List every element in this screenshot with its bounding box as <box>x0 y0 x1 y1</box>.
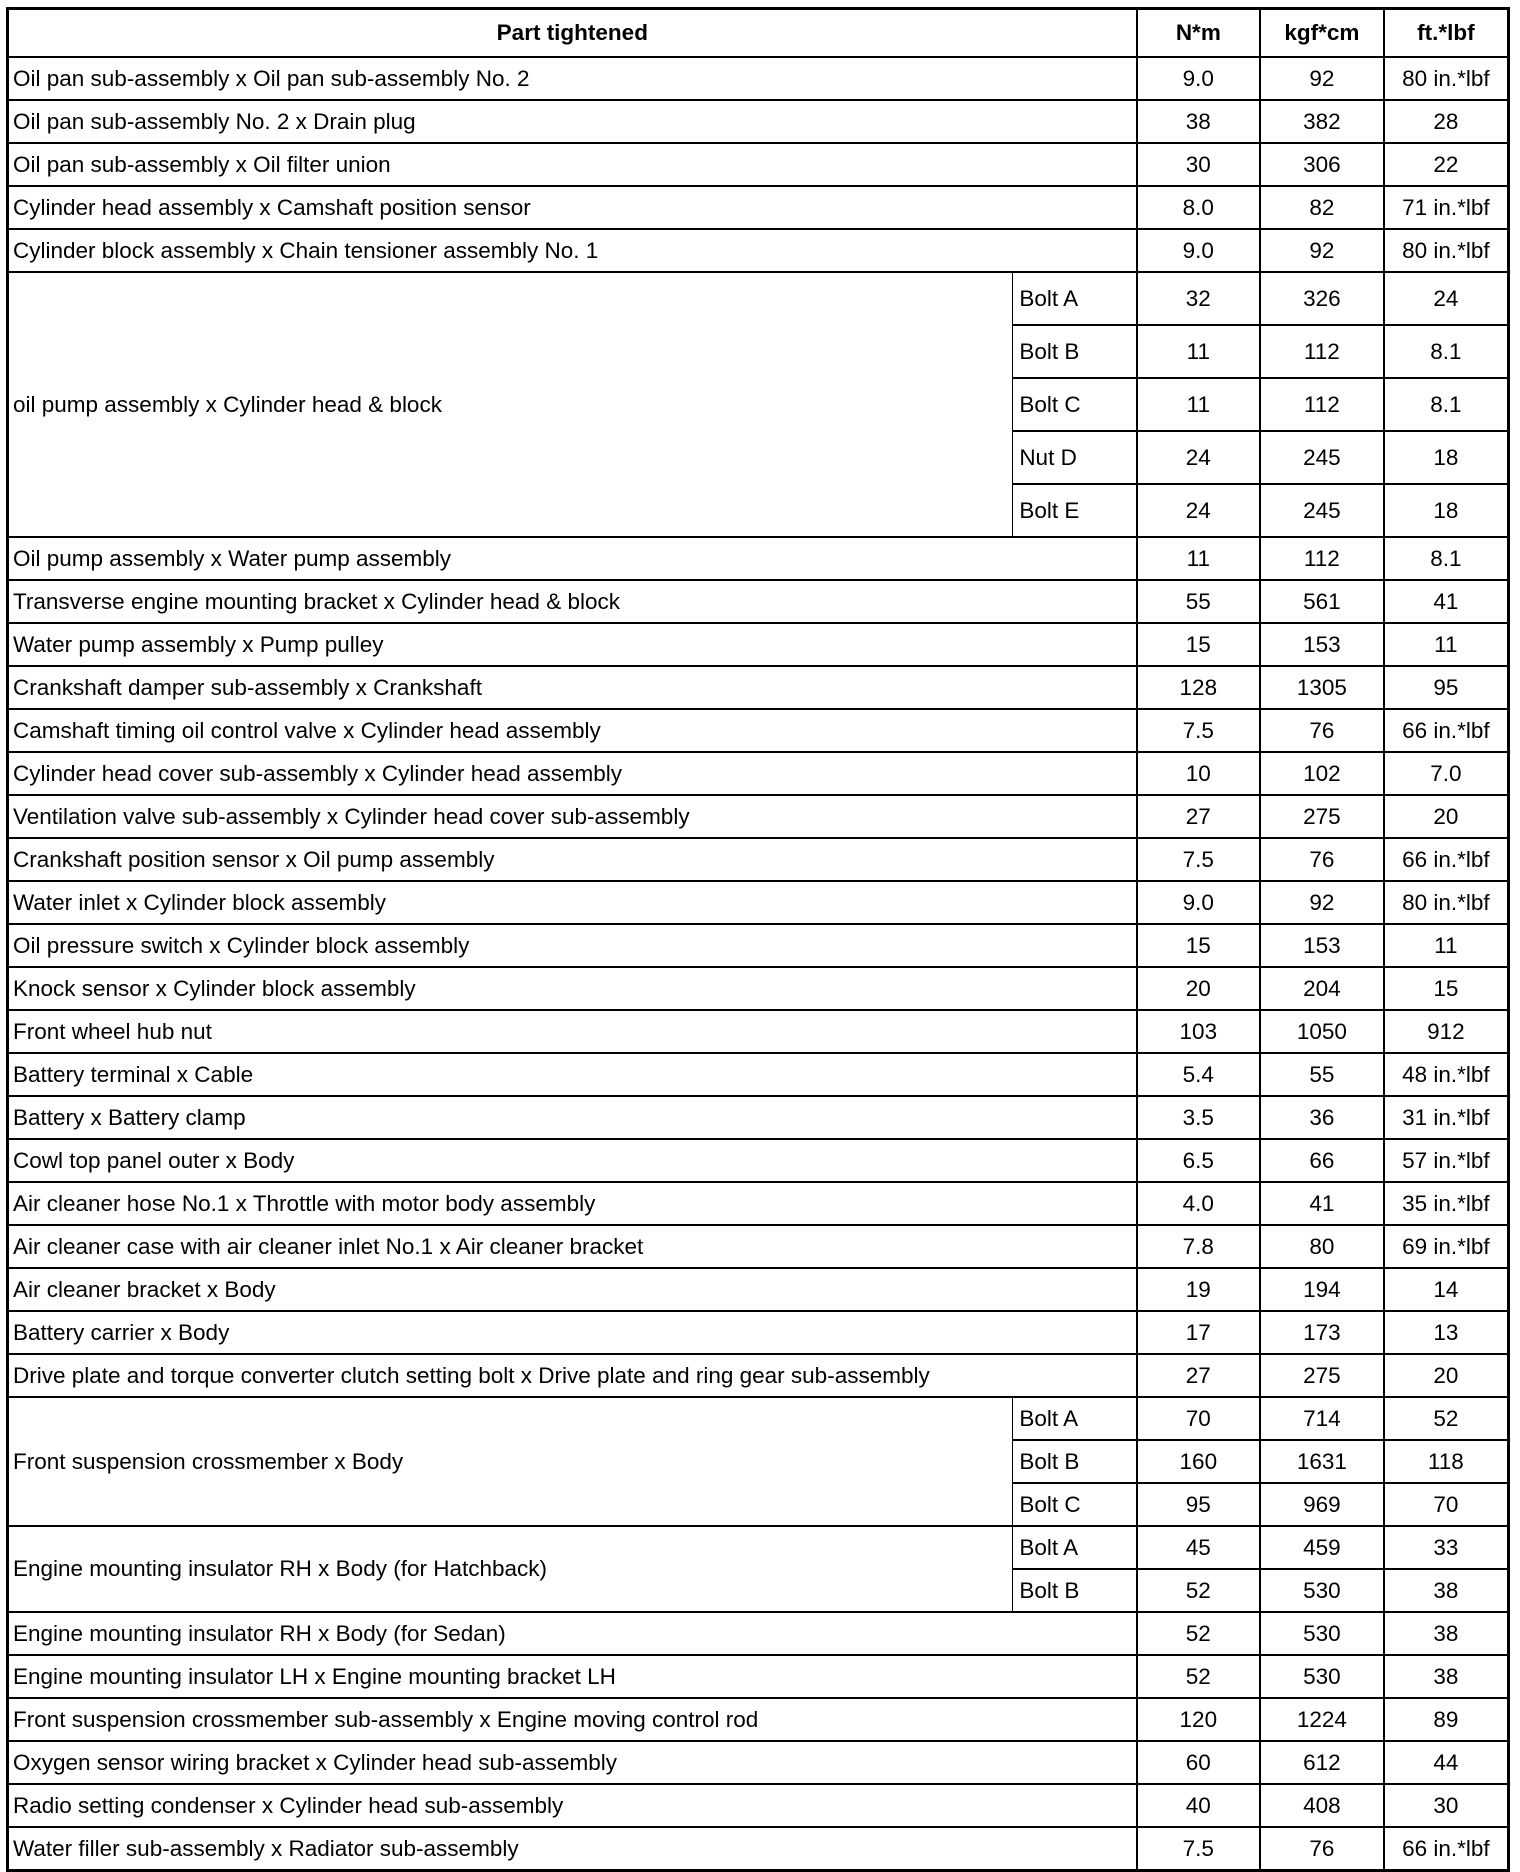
torque-ft-lbf: 22 <box>1384 143 1509 186</box>
table-row <box>8 57 1509 100</box>
header-part: Part tightened <box>8 9 1137 58</box>
torque-kgf-cm: 102 <box>1260 752 1384 795</box>
torque-nm: 15 <box>1137 924 1260 967</box>
part-name: Oil pan sub-assembly x Oil filter union <box>8 143 1137 186</box>
torque-kgf-cm: 92 <box>1260 57 1384 100</box>
part-name: Water inlet x Cylinder block assembly <box>8 881 1137 924</box>
torque-ft-lbf: 35 in.*lbf <box>1384 1182 1509 1225</box>
torque-ft-lbf: 38 <box>1384 1612 1509 1655</box>
table-row <box>8 1139 1509 1182</box>
torque-ft-lbf: 80 in.*lbf <box>1384 57 1509 100</box>
fastener-label: Bolt A <box>1013 1526 1137 1569</box>
part-name: Oil pressure switch x Cylinder block assembly <box>8 924 1137 967</box>
torque-kgf-cm: 92 <box>1260 229 1384 272</box>
torque-nm: 19 <box>1137 1268 1260 1311</box>
fastener-label: Bolt A <box>1013 272 1137 325</box>
torque-ft-lbf: 8.1 <box>1384 325 1509 378</box>
torque-kgf-cm: 1631 <box>1260 1440 1384 1483</box>
torque-ft-lbf: 89 <box>1384 1698 1509 1741</box>
torque-nm: 103 <box>1137 1010 1260 1053</box>
torque-ft-lbf: 80 in.*lbf <box>1384 881 1509 924</box>
table-row <box>8 186 1509 229</box>
torque-kgf-cm: 80 <box>1260 1225 1384 1268</box>
torque-nm: 9.0 <box>1137 229 1260 272</box>
torque-kgf-cm: 82 <box>1260 186 1384 229</box>
torque-nm: 95 <box>1137 1483 1260 1526</box>
table-row <box>8 143 1509 186</box>
torque-kgf-cm: 1224 <box>1260 1698 1384 1741</box>
torque-ft-lbf: 66 in.*lbf <box>1384 838 1509 881</box>
table-row <box>8 1397 1509 1440</box>
torque-ft-lbf: 41 <box>1384 580 1509 623</box>
fastener-label: Bolt C <box>1013 378 1137 431</box>
header-ft: ft.*lbf <box>1384 9 1509 58</box>
torque-nm: 55 <box>1137 580 1260 623</box>
torque-ft-lbf: 70 <box>1384 1483 1509 1526</box>
table-row <box>8 580 1509 623</box>
torque-ft-lbf: 38 <box>1384 1655 1509 1698</box>
part-name: Battery carrier x Body <box>8 1311 1137 1354</box>
fastener-label: Nut D <box>1013 431 1137 484</box>
part-name: Front suspension crossmember sub-assembly x Engine moving control rod <box>8 1698 1137 1741</box>
torque-nm: 20 <box>1137 967 1260 1010</box>
table-row <box>8 229 1509 272</box>
torque-nm: 27 <box>1137 1354 1260 1397</box>
part-name: Engine mounting insulator RH x Body (for Hatchback) <box>8 1526 1013 1612</box>
part-name: Oxygen sensor wiring bracket x Cylinder head sub-assembly <box>8 1741 1137 1784</box>
torque-kgf-cm: 306 <box>1260 143 1384 186</box>
table-row <box>8 100 1509 143</box>
part-name: Transverse engine mounting bracket x Cylinder head & block <box>8 580 1137 623</box>
torque-kgf-cm: 112 <box>1260 325 1384 378</box>
table-row <box>8 1741 1509 1784</box>
header-nm: N*m <box>1137 9 1260 58</box>
torque-kgf-cm: 153 <box>1260 623 1384 666</box>
torque-ft-lbf: 52 <box>1384 1397 1509 1440</box>
torque-ft-lbf: 38 <box>1384 1569 1509 1612</box>
table-row <box>8 1612 1509 1655</box>
torque-ft-lbf: 31 in.*lbf <box>1384 1096 1509 1139</box>
table-row <box>8 1096 1509 1139</box>
torque-ft-lbf: 30 <box>1384 1784 1509 1827</box>
torque-kgf-cm: 714 <box>1260 1397 1384 1440</box>
torque-kgf-cm: 530 <box>1260 1612 1384 1655</box>
part-name: Front wheel hub nut <box>8 1010 1137 1053</box>
part-name: Crankshaft position sensor x Oil pump assembly <box>8 838 1137 881</box>
torque-ft-lbf: 69 in.*lbf <box>1384 1225 1509 1268</box>
torque-ft-lbf: 20 <box>1384 795 1509 838</box>
torque-nm: 15 <box>1137 623 1260 666</box>
table-row <box>8 666 1509 709</box>
torque-ft-lbf: 118 <box>1384 1440 1509 1483</box>
torque-nm: 5.4 <box>1137 1053 1260 1096</box>
torque-ft-lbf: 8.1 <box>1384 378 1509 431</box>
torque-ft-lbf: 57 in.*lbf <box>1384 1139 1509 1182</box>
torque-ft-lbf: 24 <box>1384 272 1509 325</box>
torque-nm: 7.5 <box>1137 838 1260 881</box>
torque-nm: 7.8 <box>1137 1225 1260 1268</box>
torque-kgf-cm: 382 <box>1260 100 1384 143</box>
part-name: Oil pan sub-assembly x Oil pan sub-assembly No. 2 <box>8 57 1137 100</box>
table-row <box>8 272 1509 325</box>
fastener-label: Bolt B <box>1013 1440 1137 1483</box>
table-row <box>8 1311 1509 1354</box>
table-row <box>8 1182 1509 1225</box>
torque-nm: 160 <box>1137 1440 1260 1483</box>
part-name: Air cleaner case with air cleaner inlet No.1 x Air cleaner bracket <box>8 1225 1137 1268</box>
fastener-label: Bolt E <box>1013 484 1137 537</box>
part-name: Cylinder block assembly x Chain tensioner assembly No. 1 <box>8 229 1137 272</box>
torque-kgf-cm: 408 <box>1260 1784 1384 1827</box>
table-row <box>8 1053 1509 1096</box>
table-row <box>8 752 1509 795</box>
torque-nm: 70 <box>1137 1397 1260 1440</box>
fastener-label: Bolt A <box>1013 1397 1137 1440</box>
torque-nm: 60 <box>1137 1741 1260 1784</box>
table-row <box>8 1784 1509 1827</box>
torque-kgf-cm: 204 <box>1260 967 1384 1010</box>
fastener-label: Bolt B <box>1013 1569 1137 1612</box>
torque-kgf-cm: 173 <box>1260 1311 1384 1354</box>
part-name: Front suspension crossmember x Body <box>8 1397 1013 1526</box>
table-row <box>8 1698 1509 1741</box>
fastener-label: Bolt C <box>1013 1483 1137 1526</box>
torque-ft-lbf: 66 in.*lbf <box>1384 709 1509 752</box>
part-name: Knock sensor x Cylinder block assembly <box>8 967 1137 1010</box>
torque-kgf-cm: 530 <box>1260 1655 1384 1698</box>
torque-ft-lbf: 80 in.*lbf <box>1384 229 1509 272</box>
table-row <box>8 838 1509 881</box>
torque-ft-lbf: 7.0 <box>1384 752 1509 795</box>
table-row <box>8 1354 1509 1397</box>
torque-kgf-cm: 1050 <box>1260 1010 1384 1053</box>
torque-nm: 7.5 <box>1137 709 1260 752</box>
part-name: Water filler sub-assembly x Radiator sub-assembly <box>8 1827 1137 1871</box>
torque-ft-lbf: 71 in.*lbf <box>1384 186 1509 229</box>
torque-nm: 52 <box>1137 1655 1260 1698</box>
torque-ft-lbf: 11 <box>1384 623 1509 666</box>
torque-kgf-cm: 530 <box>1260 1569 1384 1612</box>
torque-nm: 45 <box>1137 1526 1260 1569</box>
part-name: Air cleaner bracket x Body <box>8 1268 1137 1311</box>
part-name: Engine mounting insulator RH x Body (for Sedan) <box>8 1612 1137 1655</box>
table-row <box>8 1010 1509 1053</box>
part-name: oil pump assembly x Cylinder head & block <box>8 272 1013 537</box>
part-name: Engine mounting insulator LH x Engine mounting bracket LH <box>8 1655 1137 1698</box>
torque-ft-lbf: 13 <box>1384 1311 1509 1354</box>
table-row <box>8 1268 1509 1311</box>
torque-nm: 24 <box>1137 431 1260 484</box>
torque-nm: 38 <box>1137 100 1260 143</box>
torque-nm: 30 <box>1137 143 1260 186</box>
torque-kgf-cm: 326 <box>1260 272 1384 325</box>
part-name: Radio setting condenser x Cylinder head sub-assembly <box>8 1784 1137 1827</box>
torque-kgf-cm: 41 <box>1260 1182 1384 1225</box>
torque-nm: 52 <box>1137 1569 1260 1612</box>
torque-kgf-cm: 55 <box>1260 1053 1384 1096</box>
torque-ft-lbf: 11 <box>1384 924 1509 967</box>
torque-kgf-cm: 76 <box>1260 1827 1384 1871</box>
part-name: Oil pan sub-assembly No. 2 x Drain plug <box>8 100 1137 143</box>
table-row <box>8 795 1509 838</box>
torque-nm: 4.0 <box>1137 1182 1260 1225</box>
torque-ft-lbf: 95 <box>1384 666 1509 709</box>
table-row <box>8 1225 1509 1268</box>
torque-kgf-cm: 66 <box>1260 1139 1384 1182</box>
part-name: Battery x Battery clamp <box>8 1096 1137 1139</box>
part-name: Ventilation valve sub-assembly x Cylinder head cover sub-assembly <box>8 795 1137 838</box>
torque-ft-lbf: 33 <box>1384 1526 1509 1569</box>
table-row <box>8 709 1509 752</box>
table-row <box>8 967 1509 1010</box>
torque-spec-table <box>6 7 1510 1872</box>
torque-ft-lbf: 28 <box>1384 100 1509 143</box>
table-row <box>8 924 1509 967</box>
torque-kgf-cm: 92 <box>1260 881 1384 924</box>
torque-kgf-cm: 275 <box>1260 1354 1384 1397</box>
torque-kgf-cm: 153 <box>1260 924 1384 967</box>
torque-kgf-cm: 245 <box>1260 431 1384 484</box>
torque-nm: 17 <box>1137 1311 1260 1354</box>
torque-nm: 32 <box>1137 272 1260 325</box>
table-row <box>8 623 1509 666</box>
part-name: Camshaft timing oil control valve x Cylinder head assembly <box>8 709 1137 752</box>
torque-nm: 8.0 <box>1137 186 1260 229</box>
torque-nm: 24 <box>1137 484 1260 537</box>
torque-nm: 3.5 <box>1137 1096 1260 1139</box>
torque-kgf-cm: 245 <box>1260 484 1384 537</box>
header-row <box>8 9 1509 58</box>
table-row <box>8 1526 1509 1569</box>
torque-nm: 6.5 <box>1137 1139 1260 1182</box>
torque-ft-lbf: 66 in.*lbf <box>1384 1827 1509 1871</box>
torque-kgf-cm: 112 <box>1260 378 1384 431</box>
part-name: Drive plate and torque converter clutch setting bolt x Drive plate and ring gear sub-assembly <box>8 1354 1137 1397</box>
part-name: Cylinder head cover sub-assembly x Cylinder head assembly <box>8 752 1137 795</box>
torque-kgf-cm: 612 <box>1260 1741 1384 1784</box>
part-name: Water pump assembly x Pump pulley <box>8 623 1137 666</box>
torque-ft-lbf: 18 <box>1384 431 1509 484</box>
part-name: Air cleaner hose No.1 x Throttle with motor body assembly <box>8 1182 1137 1225</box>
torque-nm: 9.0 <box>1137 881 1260 924</box>
torque-nm: 7.5 <box>1137 1827 1260 1871</box>
torque-ft-lbf: 14 <box>1384 1268 1509 1311</box>
part-name: Cowl top panel outer x Body <box>8 1139 1137 1182</box>
torque-nm: 11 <box>1137 378 1260 431</box>
part-name: Oil pump assembly x Water pump assembly <box>8 537 1137 580</box>
table-row <box>8 1655 1509 1698</box>
torque-kgf-cm: 275 <box>1260 795 1384 838</box>
torque-kgf-cm: 112 <box>1260 537 1384 580</box>
torque-kgf-cm: 36 <box>1260 1096 1384 1139</box>
part-name: Crankshaft damper sub-assembly x Crankshaft <box>8 666 1137 709</box>
torque-ft-lbf: 18 <box>1384 484 1509 537</box>
torque-kgf-cm: 459 <box>1260 1526 1384 1569</box>
torque-nm: 40 <box>1137 1784 1260 1827</box>
fastener-label: Bolt B <box>1013 325 1137 378</box>
torque-ft-lbf: 15 <box>1384 967 1509 1010</box>
torque-nm: 27 <box>1137 795 1260 838</box>
torque-nm: 10 <box>1137 752 1260 795</box>
header-kgf: kgf*cm <box>1260 9 1384 58</box>
torque-kgf-cm: 76 <box>1260 838 1384 881</box>
part-name: Cylinder head assembly x Camshaft position sensor <box>8 186 1137 229</box>
torque-nm: 120 <box>1137 1698 1260 1741</box>
torque-nm: 11 <box>1137 537 1260 580</box>
torque-ft-lbf: 20 <box>1384 1354 1509 1397</box>
torque-ft-lbf: 912 <box>1384 1010 1509 1053</box>
torque-ft-lbf: 44 <box>1384 1741 1509 1784</box>
table-row <box>8 1827 1509 1871</box>
torque-nm: 128 <box>1137 666 1260 709</box>
torque-kgf-cm: 969 <box>1260 1483 1384 1526</box>
torque-ft-lbf: 8.1 <box>1384 537 1509 580</box>
torque-nm: 52 <box>1137 1612 1260 1655</box>
table-row <box>8 881 1509 924</box>
torque-kgf-cm: 561 <box>1260 580 1384 623</box>
torque-kgf-cm: 194 <box>1260 1268 1384 1311</box>
torque-ft-lbf: 48 in.*lbf <box>1384 1053 1509 1096</box>
torque-nm: 9.0 <box>1137 57 1260 100</box>
torque-kgf-cm: 76 <box>1260 709 1384 752</box>
table-row <box>8 537 1509 580</box>
torque-kgf-cm: 1305 <box>1260 666 1384 709</box>
torque-nm: 11 <box>1137 325 1260 378</box>
part-name: Battery terminal x Cable <box>8 1053 1137 1096</box>
